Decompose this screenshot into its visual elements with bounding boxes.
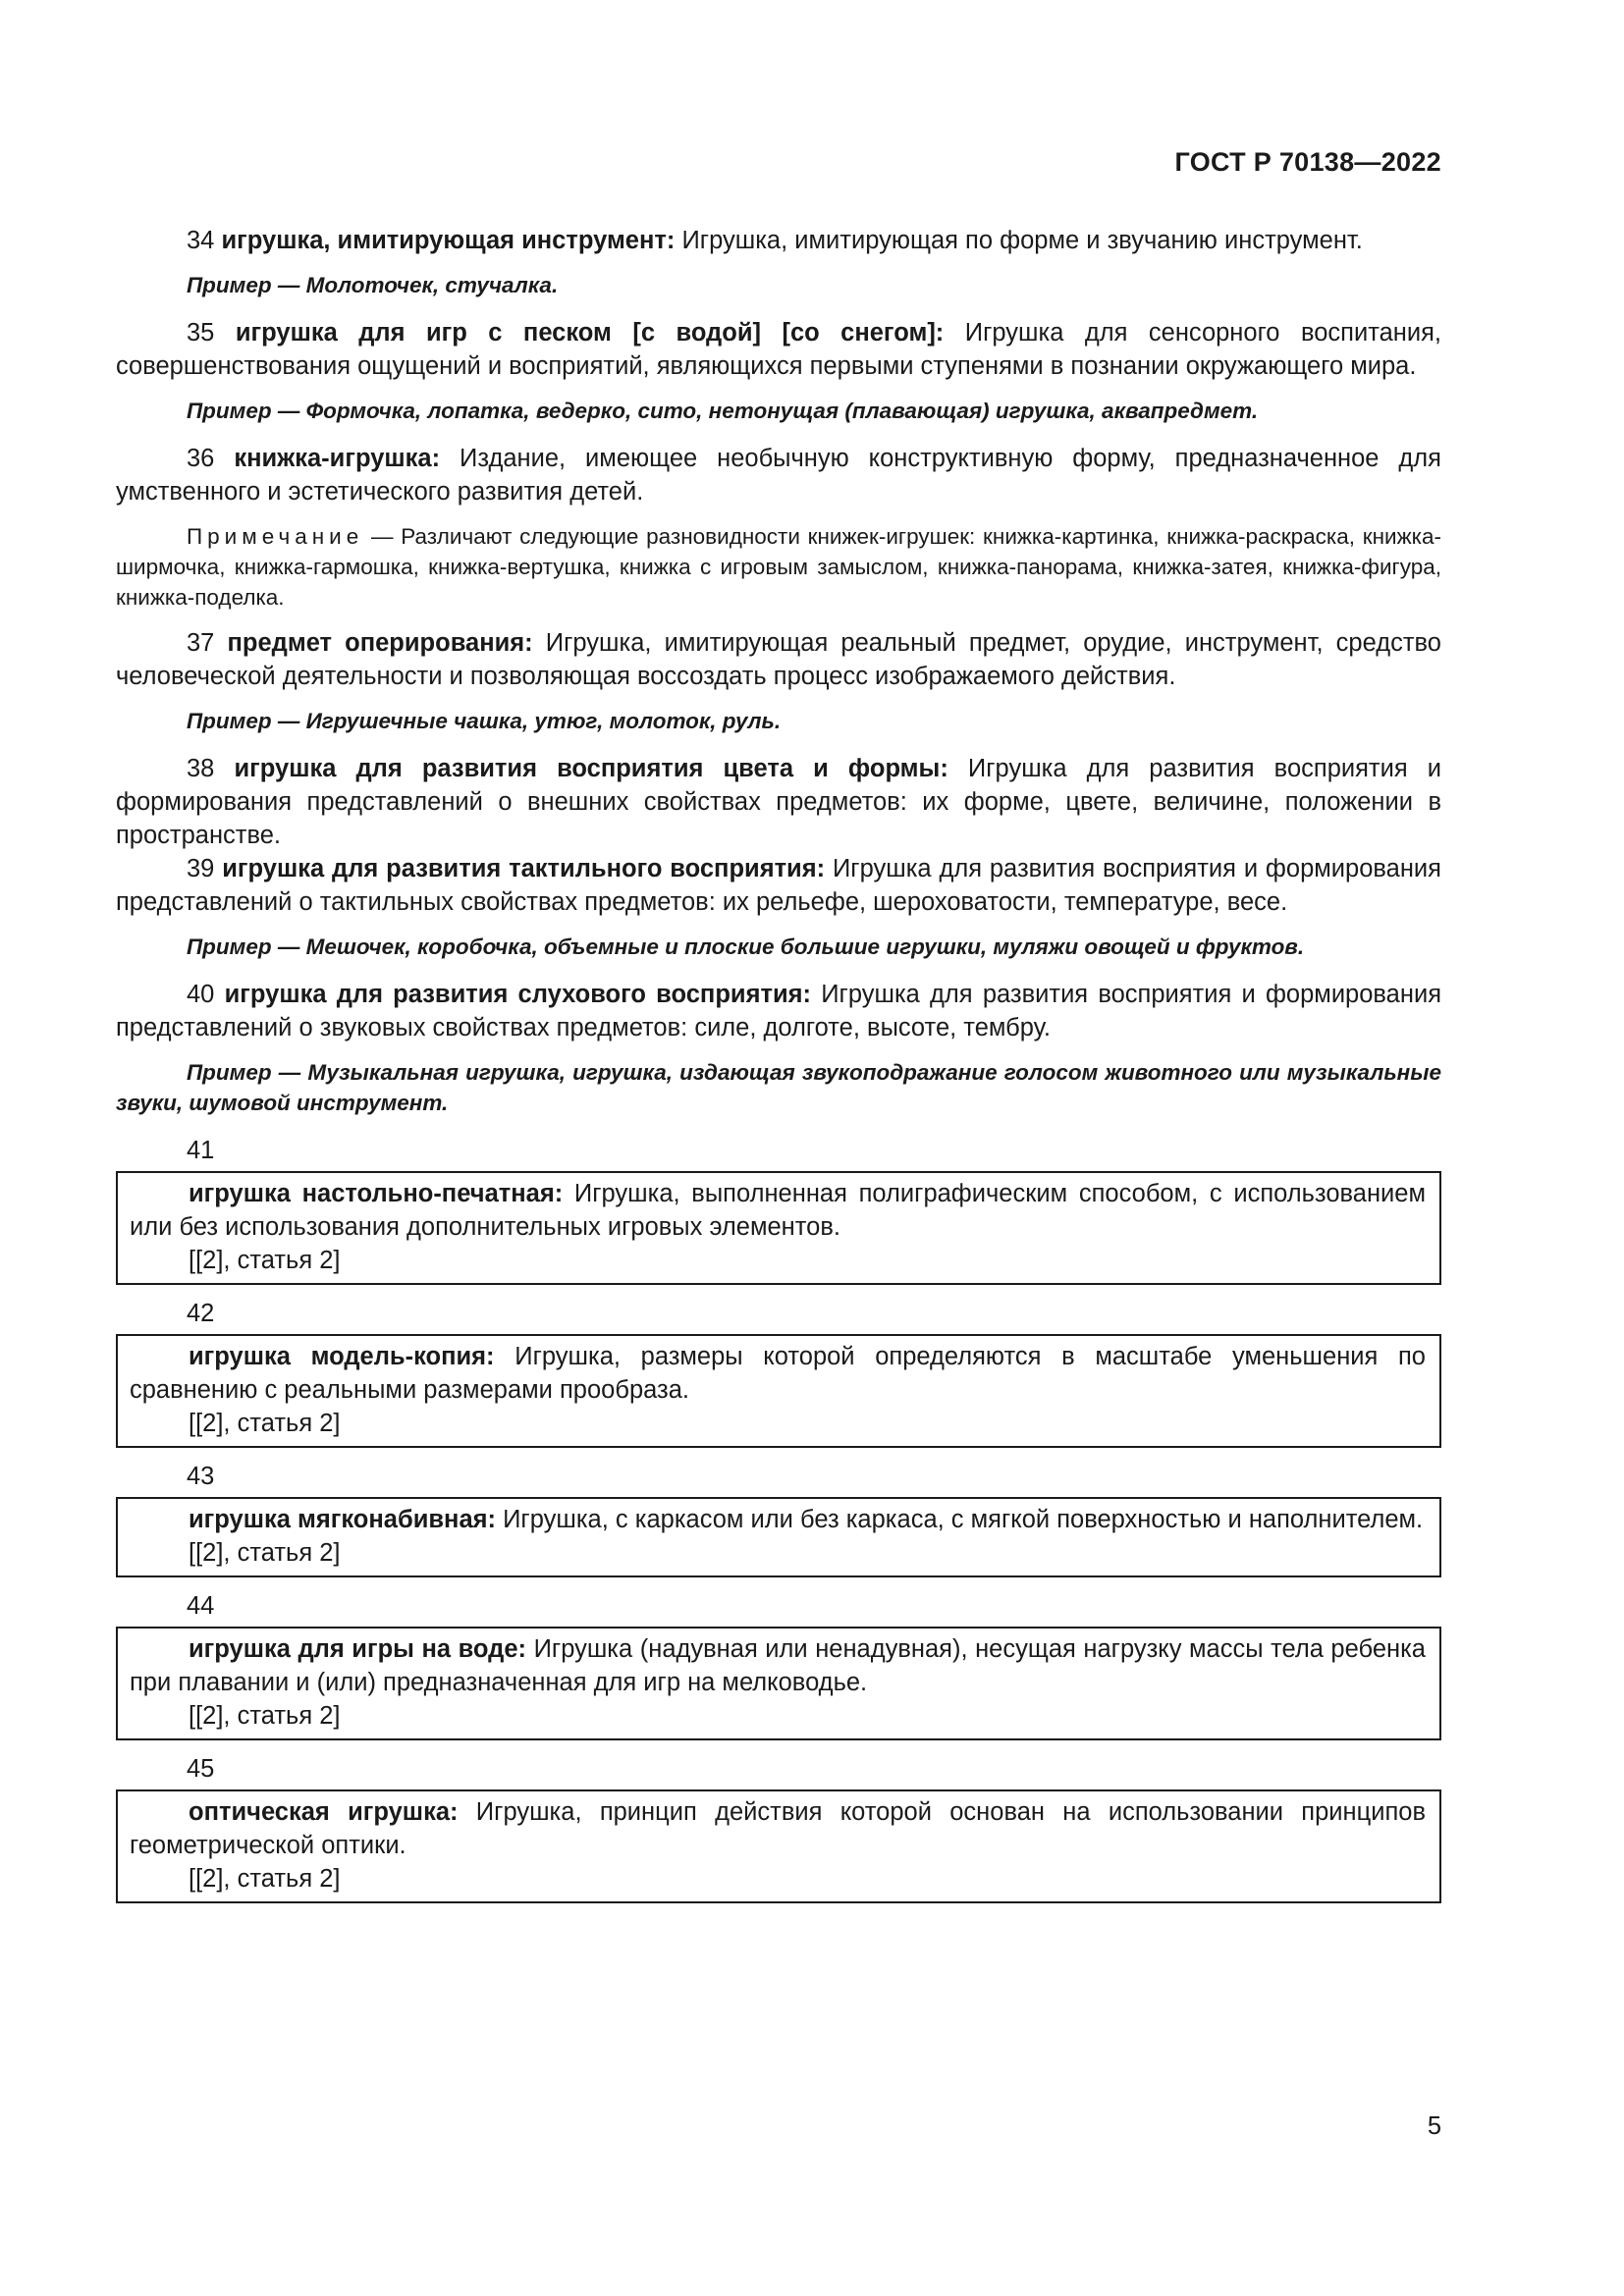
term-name: игрушка мягконабивная: bbox=[189, 1506, 497, 1533]
term-name: игрушка для развития слухового восприятия: bbox=[224, 981, 812, 1008]
term-definition: Игрушка, размеры которой определяются в масштабе уменьшения по сравнению с реальными размерами прообраза. bbox=[130, 1343, 1426, 1404]
term-definition: Игрушка для развития восприятия и формирования представлений о тактильных свойствах предметов: их рельефе, шероховатости, температуре, весе. bbox=[116, 855, 1441, 916]
boxed-entry-number: 43 bbox=[187, 1463, 215, 1490]
term-name: оптическая игрушка: bbox=[189, 1798, 459, 1826]
term-definition: Игрушка для сенсорного воспитания, совершенствования ощущений и восприятий, являющихся первыми ступенями в познании окружающего мира. bbox=[116, 319, 1441, 380]
boxed-entry bbox=[116, 1334, 1441, 1448]
term-entry: 34 игрушка, имитирующая инструмент: Игрушка, имитирующая по форме и звучанию инструмент. bbox=[187, 227, 1363, 254]
term-definition: Игрушка, имитирующая реальный предмет, орудие, инструмент, средство человеческой деятельности и позволяющая воссоздать процесс изображаемого действия. bbox=[116, 629, 1441, 690]
source-reference: [[2], статья 2] bbox=[189, 1247, 341, 1274]
term-definition: Издание, имеющее необычную конструктивную форму, предназначенное для умственного и эстетического развития детей. bbox=[116, 445, 1441, 506]
term-entry: 37 предмет оперирования: Игрушка, имитирующая реальный предмет, орудие, инструмент, средство человеческой деятельности и позволяющая воссоздать процесс изображаемого действия. bbox=[116, 629, 1441, 690]
term-entry: 36 книжка-игрушка: Издание, имеющее необычную конструктивную форму, предназначенное для умственного и эстетического развития детей. bbox=[116, 445, 1441, 506]
term-entry: 39 игрушка для развития тактильного восприятия: Игрушка для развития восприятия и формирования представлений о тактильных свойствах предметов: их рельефе, шероховатости, температуре, весе. bbox=[116, 855, 1441, 916]
term-example: Пример — Молоточек, стучалка. bbox=[187, 273, 559, 297]
source-reference: [[2], статья 2] bbox=[189, 1702, 341, 1730]
document-body bbox=[116, 224, 1441, 1915]
source-reference: [[2], статья 2] bbox=[189, 1539, 341, 1567]
document-header: ГОСТ Р 70138—2022 bbox=[1174, 147, 1441, 177]
source-reference: [[2], статья 2] bbox=[189, 1410, 341, 1437]
term-definition: Игрушка для развития восприятия и формирования представлений о звуковых свойствах предметов: силе, долготе, высоте, тембру. bbox=[116, 981, 1441, 1041]
boxed-entry bbox=[116, 1497, 1441, 1577]
boxed-entry-number: 42 bbox=[187, 1300, 215, 1327]
term-note bbox=[116, 521, 1441, 613]
term-name: игрушка для развития тактильного восприятия: bbox=[222, 855, 826, 882]
term-definition: Игрушка для развития восприятия и формирования представлений о внешних свойствах предметов: их форме, цвете, величине, положении в пространстве. bbox=[116, 755, 1441, 849]
term-name: игрушка для развития восприятия цвета и формы: bbox=[234, 755, 948, 782]
term-entry: 35 игрушка для игр с песком [с водой] [со снегом]: Игрушка для сенсорного воспитания, совершенствования ощущений и восприятий, являющихся первыми ступенями в познании окружающего мира. bbox=[116, 319, 1441, 380]
term-example: Пример — Мешочек, коробочка, объемные и плоские большие игрушки, муляжи овощей и фруктов. bbox=[187, 934, 1305, 959]
term-name: книжка-игрушка: bbox=[234, 445, 441, 472]
term-name: игрушка настольно-печатная: bbox=[189, 1180, 564, 1207]
term-example: Пример — Игрушечные чашка, утюг, молоток, руль. bbox=[187, 709, 782, 733]
term-definition: Игрушка, выполненная полиграфическим способом, с использованием или без использования дополнительных игровых элементов. bbox=[130, 1180, 1427, 1241]
term-definition: Игрушка, имитирующая по форме и звучанию инструмент. bbox=[675, 227, 1363, 254]
term-definition: Игрушка, принцип действия которой основан на использовании принципов геометрической оптики. bbox=[130, 1798, 1427, 1859]
boxed-entry-number: 45 bbox=[187, 1755, 215, 1783]
boxed-entry bbox=[116, 1627, 1441, 1740]
term-entry: 40 игрушка для развития слухового восприятия: Игрушка для развития восприятия и формирования представлений о звуковых свойствах предметов: силе, долготе, высоте, тембру. bbox=[116, 981, 1441, 1041]
term-example: Пример — Музыкальная игрушка, игрушка, издающая звукоподражание голосом животного или музыкальные звуки, шумовой инструмент. bbox=[116, 1060, 1441, 1115]
note-label: Примечание bbox=[187, 524, 364, 549]
note-text: — Различают следующие разновидности книжек-игрушек: книжка-картинка, книжка-раскраска, книжка-ширмочка, книжка-гармошка, книжка-вертушка, книжка с игровым замыслом, книжка-панорама, книжка-затея, книжка-фигура, книжка-поделка. bbox=[116, 524, 1441, 610]
boxed-entry bbox=[116, 1171, 1441, 1285]
term-example: Пример — Формочка, лопатка, ведерко, сито, нетонущая (плавающая) игрушка, аквапредмет. bbox=[187, 399, 1259, 423]
boxed-entry bbox=[116, 1789, 1441, 1903]
term-definition: Игрушка, с каркасом или без каркаса, с мягкой поверхностью и наполнителем. bbox=[496, 1506, 1424, 1533]
page-number: 5 bbox=[1427, 2112, 1441, 2140]
term-name: игрушка, имитирующая инструмент: bbox=[221, 227, 676, 254]
term-definition: Игрушка (надувная или ненадувная), несущая нагрузку массы тела ребенка при плавании и (или) предназначенная для игр на мелководье. bbox=[130, 1635, 1426, 1696]
boxed-entry-number: 44 bbox=[187, 1592, 215, 1620]
source-reference: [[2], статья 2] bbox=[189, 1865, 341, 1893]
term-name: предмет оперирования: bbox=[227, 629, 533, 657]
term-name: игрушка модель-копия: bbox=[189, 1343, 495, 1370]
boxed-entry-number: 41 bbox=[187, 1137, 215, 1164]
term-name: игрушка для игр с песком [с водой] [со снегом]: bbox=[235, 319, 945, 347]
term-entry: 38 игрушка для развития восприятия цвета и формы: Игрушка для развития восприятия и формирования представлений о внешних свойствах предметов: их форме, цвете, величине, положении в пространстве. bbox=[116, 755, 1441, 849]
term-name: игрушка для игры на воде: bbox=[189, 1635, 527, 1663]
